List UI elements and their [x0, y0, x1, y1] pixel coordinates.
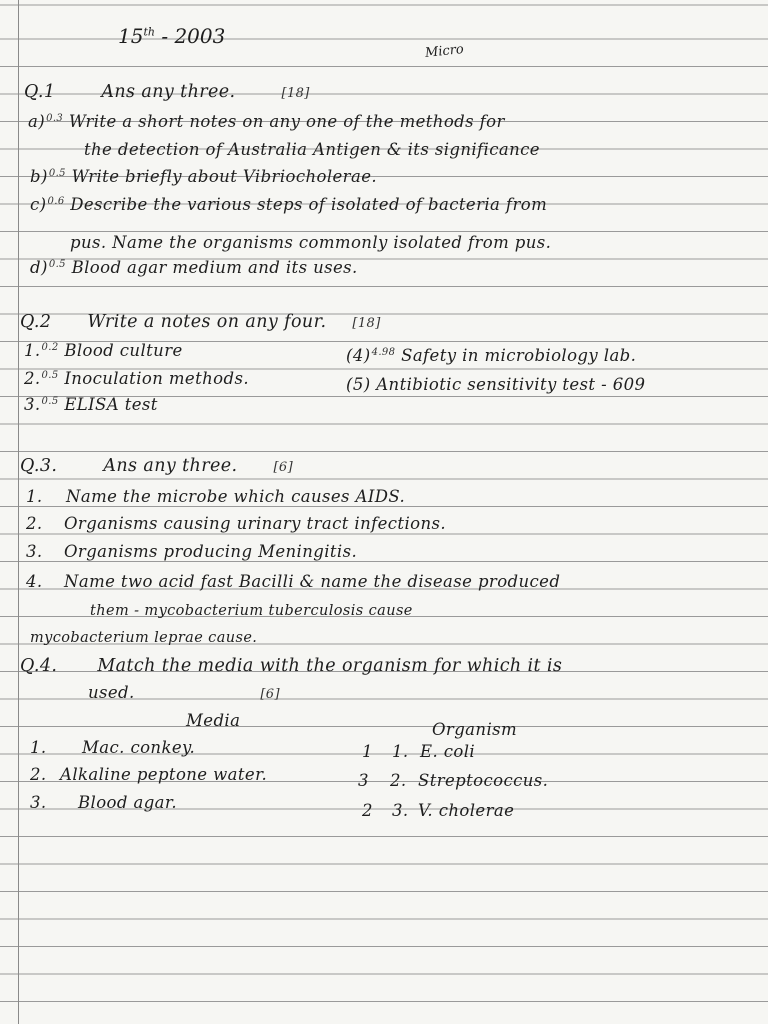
q3-item-text: Name the microbe which causes AIDS.	[66, 487, 406, 506]
q1-marks: [18]	[281, 86, 310, 101]
date-suffix: th	[143, 25, 155, 39]
q4-number: Q.4.	[20, 656, 58, 676]
q4-row-onum: 2.	[390, 771, 407, 790]
q2-item-score: 0.2	[41, 341, 59, 353]
q1-item-text: pus. Name the organisms commonly isolated from pus.	[70, 233, 552, 252]
q2-marks: [18]	[352, 316, 381, 331]
q4-row-media: Alkaline peptone water.	[60, 765, 268, 784]
q3-item-label: 1.	[26, 487, 43, 506]
q4-row	[30, 738, 195, 757]
q1-item	[28, 112, 505, 131]
q1-instruction: Ans any three.	[101, 82, 236, 102]
q4-row-match	[362, 801, 514, 820]
q3-item	[26, 514, 446, 533]
q1-item-text: Write briefly about Vibriocholerae.	[71, 167, 378, 186]
q2-item-right-text: Antibiotic sensitivity test - 609	[376, 375, 646, 394]
q1-item-text: Write a short notes on any one of the methods for	[68, 112, 505, 131]
date-sep: -	[161, 24, 169, 48]
q2-item-label: 3.	[24, 395, 41, 414]
q2-item-right-label: (5)	[346, 375, 371, 394]
q1-item	[30, 167, 377, 186]
margin-line	[18, 0, 19, 1024]
q4-row-organism: Streptococcus.	[418, 771, 549, 790]
q3-item-text: Organisms causing urinary tract infections.	[64, 514, 447, 533]
q4-row-media: Mac. conkey.	[82, 738, 196, 757]
q1-item-label: c)	[30, 195, 47, 214]
q1-item	[30, 195, 547, 214]
q4-row-answer: 3	[358, 771, 369, 790]
q1-number: Q.1	[24, 82, 56, 102]
q4-row-num: 2.	[30, 765, 47, 784]
q4-marks: [6]	[260, 687, 280, 702]
q3-item	[30, 630, 257, 646]
q4-row-num: 1.	[30, 738, 47, 757]
q2-item-label: 1.	[24, 341, 41, 360]
q4-row-match	[362, 742, 475, 761]
q3-instruction: Ans any three.	[103, 456, 238, 476]
date-year: 2003	[174, 24, 226, 48]
q2-item	[24, 395, 158, 414]
q2-item-right-text: Safety in microbiology lab.	[401, 346, 637, 365]
date	[118, 24, 225, 48]
q1-item-label: a)	[28, 112, 46, 131]
q1-item-label: b)	[30, 167, 48, 186]
q1-item	[30, 258, 358, 277]
q1-item-score: 0.6	[47, 195, 65, 207]
q1-item	[70, 233, 551, 252]
date-day: 15	[118, 24, 144, 48]
q4-instruction-cont: used.	[88, 683, 135, 702]
q2-number: Q.2	[20, 312, 52, 332]
q1-item-text: Blood agar medium and its uses.	[71, 258, 358, 277]
q3-item-text: them - mycobacterium tuberculosis cause	[90, 603, 413, 619]
q2-item-right-label: (4)	[346, 346, 371, 365]
q4-row	[30, 765, 267, 784]
q4-col-organism: Organism	[432, 720, 518, 739]
q2-item-right	[346, 346, 636, 365]
q3-item-text: Name two acid fast Bacilli & name the disease produced	[64, 572, 561, 591]
q1-item-label: d)	[30, 258, 48, 277]
q3-heading	[20, 456, 293, 476]
q1-item-text: Describe the various steps of isolated of bacteria from	[70, 195, 548, 214]
q3-item-text: Organisms producing Meningitis.	[64, 542, 358, 561]
q1-item-score: 0.5	[48, 258, 66, 270]
q2-instruction: Write a notes on any four.	[87, 312, 327, 332]
q1-item-score: 0.5	[48, 167, 66, 179]
q4-row-onum: 3.	[392, 801, 409, 820]
q3-item	[26, 542, 357, 561]
q2-item-text: Blood culture	[64, 341, 183, 360]
q2-item-right	[346, 375, 645, 394]
q4-row-answer: 1	[362, 742, 373, 761]
q4-heading-cont	[88, 683, 280, 702]
q4-row-organism: V. cholerae	[418, 801, 515, 820]
q3-item-text: mycobacterium leprae cause.	[30, 630, 258, 646]
q3-item	[26, 487, 405, 506]
q3-item-label: 2.	[26, 514, 43, 533]
q2-item	[24, 369, 249, 388]
q4-col-media: Media	[186, 711, 241, 730]
q2-item-label: 2.	[24, 369, 41, 388]
q1-heading	[24, 82, 310, 102]
q3-marks: [6]	[273, 460, 294, 475]
q4-row-organism: E. coli	[420, 742, 476, 761]
q3-item-label: 4.	[26, 572, 43, 591]
q2-item-right-score: 4.98	[371, 346, 396, 358]
q3-item	[90, 603, 413, 619]
q2-item-score: 0.5	[41, 395, 59, 407]
q4-row-num: 3.	[30, 793, 47, 812]
q4-row-onum: 1.	[392, 742, 409, 761]
q1-item-score: 0.3	[46, 112, 64, 124]
q2-item-text: ELISA test	[64, 395, 158, 414]
q4-row-media: Blood agar.	[78, 793, 178, 812]
q4-row-match	[358, 771, 548, 790]
q2-item	[24, 341, 183, 360]
q1-item-text: the detection of Australia Antigen & its significance	[84, 140, 540, 159]
subject-label: Micro	[424, 42, 465, 61]
q3-item	[26, 572, 560, 591]
q2-heading	[20, 312, 381, 332]
q1-item	[84, 140, 540, 159]
q4-row	[30, 793, 177, 812]
q4-instruction: Match the media with the organism for which it is	[97, 656, 563, 676]
q4-heading	[20, 656, 562, 676]
q4-row-answer: 2	[362, 801, 373, 820]
q3-item-label: 3.	[26, 542, 43, 561]
q2-item-score: 0.5	[41, 369, 59, 381]
q3-number: Q.3.	[20, 456, 58, 476]
q2-item-text: Inoculation methods.	[64, 369, 249, 388]
